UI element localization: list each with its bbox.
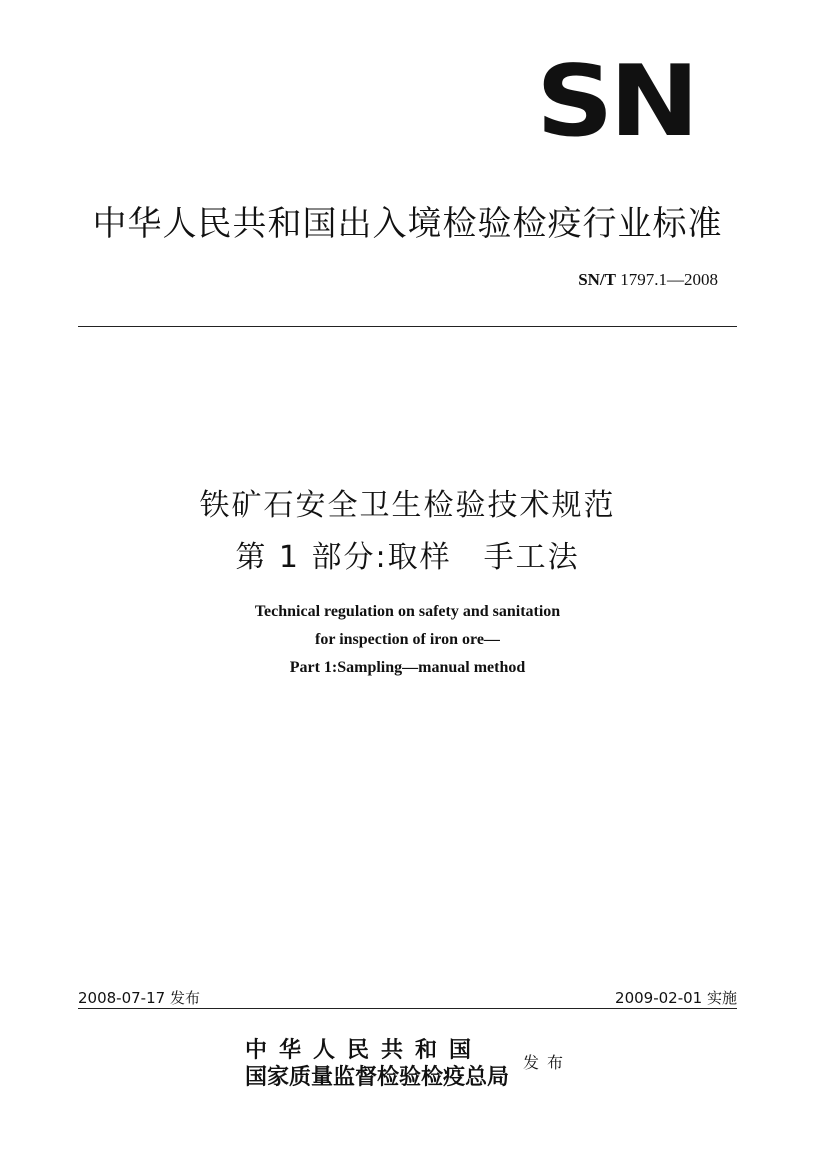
english-title-line-1: Technical regulation on safety and sanitation bbox=[254, 603, 561, 620]
chinese-title-line-2: 第 1 部分:取样 手工法 bbox=[235, 540, 580, 575]
standard-category-heading: 中华人民共和国出入境检验检疫行业标准 bbox=[92, 204, 723, 244]
standard-number bbox=[578, 270, 718, 290]
english-title-line-3: Part 1:Sampling—manual method bbox=[289, 659, 526, 676]
sn-logo: SN bbox=[536, 45, 696, 159]
issuer-action: 发布 bbox=[523, 1053, 572, 1072]
top-divider bbox=[78, 326, 737, 327]
issue-date: 2008-07-17 发布 bbox=[78, 989, 200, 1007]
chinese-title-line-1: 铁矿石安全卫生检验技术规范 bbox=[199, 488, 616, 523]
standard-number-value: 1797.1—2008 bbox=[620, 270, 718, 289]
implementation-date: 2009-02-01 实施 bbox=[615, 989, 737, 1007]
bottom-divider bbox=[78, 1008, 737, 1009]
issuer-line-1: 中华人民共和国 bbox=[245, 1037, 484, 1063]
issuer-line-2: 国家质量监督检验检疫总局 bbox=[245, 1064, 510, 1090]
standard-prefix: SN/T bbox=[578, 270, 616, 289]
english-title-line-2: for inspection of iron ore— bbox=[315, 631, 500, 648]
